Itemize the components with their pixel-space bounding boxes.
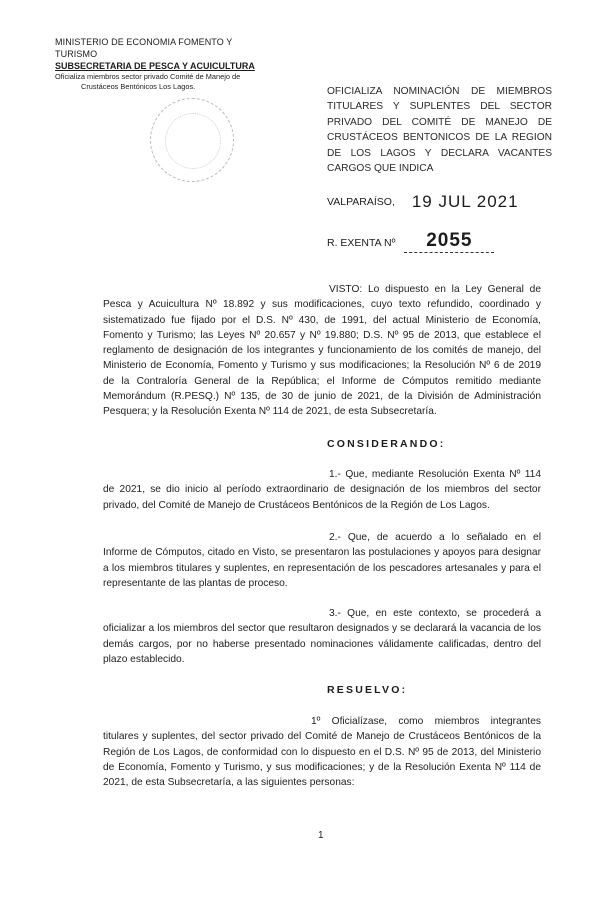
resolution-title: OFICIALIZA NOMINACIÓN DE MIEMBROS TITULARES Y SUPLENTES DEL SECTOR PRIVADO DEL COMITÉ DE MANEJO DE CRUSTÁCEOS BENTONICOS DE LA REGION DE LOS LAGOS Y DECLARA VACANTES CARGOS QUE INDICA: [327, 86, 552, 175]
resuelvo-1: [103, 714, 541, 790]
considerando-3-text: 3.- Que, en este contexto, se procederá a oficializar a los miembros del sector que resultaron designados y se declarará la vacancia de los demás cargos, por no haberse presentado nominaciones válidamente calificadas, dentro del plazo establecido.: [103, 608, 541, 665]
considerando-1: [103, 467, 541, 513]
letterhead: [55, 36, 265, 92]
considerando-2: [103, 530, 541, 591]
subsecretaria-name: SUBSECRETARIA DE PESCA Y ACUICULTURA: [55, 61, 255, 71]
visto-paragraph: [103, 282, 541, 420]
subject-line-1: Oficializa miembros sector privado Comité de Manejo de: [55, 72, 241, 81]
place-label: VALPARAÍSO,: [327, 196, 395, 208]
date-row: [327, 192, 519, 212]
page-number: 1: [318, 830, 324, 841]
considerando-2-text: 2.- Que, de acuerdo a lo señalado en el Informe de Cómputos, citado en Visto, se presentaron las postulaciones y apoyos para designar a los miembros titulares y suplentes, en representación de los pescadores artesanales y para el representante de las plantas de proceso.: [103, 532, 541, 589]
subject-line-2: Crustáceos Bentónicos Los Lagos.: [81, 82, 196, 91]
resolution-label: R. EXENTA Nº: [327, 237, 396, 249]
ministry-name: MINISTERIO DE ECONOMIA FOMENTO Y TURISMO: [55, 37, 233, 59]
considerando-3: [103, 606, 541, 667]
resolution-number-row: [327, 230, 494, 253]
considerando-1-text: 1.- Que, mediante Resolución Exenta Nº 114 de 2021, se dio inicio al período extraordinario de designación de los miembros del sector privado, del Comité de Manejo de Crustáceos Bentónicos de la Región de Los Lagos.: [103, 469, 541, 511]
resuelvo-heading: RESUELVO:: [327, 684, 408, 696]
visto-text: VISTO: Lo dispuesto en la Ley General de Pesca y Acuicultura Nº 18.892 y sus modificaciones, cuyo texto refundido, coordinado y sistematizado fue fijado por el D.S. Nº 430, de 1991, del actual Ministerio de Economía, Fomento y Turismo; las Leyes Nº 20.657 y Nº 19.880; D.S. Nº 95 de 2013, que establece el reglamento de designación de los integrantes y funcionamiento de los comités de manejo, del Ministerio de Economía, Fomento y Turismo y sus modificaciones; la Resolución Nº 6 de 2019 de la Contraloría General de la República; el Informe de Cómputos remitido mediante Memorándum (R.PESQ.) Nº 135, de 30 de junio de 2021, de la División de Administración Pesquera; y la Resolución Exenta Nº 114 de 2021, de esta Subsecretaría.: [103, 284, 541, 418]
office-stamp: [150, 98, 234, 182]
office-stamp-inner: [165, 113, 221, 169]
date-stamp: 19 JUL 2021: [411, 192, 519, 211]
resolution-number: 2055: [404, 230, 494, 253]
considerando-heading: CONSIDERANDO:: [327, 438, 446, 450]
resuelvo-1-text: 1º Oficialízase, como miembros integrantes titulares y suplentes, del sector privado del Comité de Manejo de Crustáceos Bentónicos de la Región de Los Lagos, de conformidad con lo dispuesto en el D.S. Nº 95 de 2013, del Ministerio de Economía, Fomento y Turismo, y sus modificaciones; y de la Resolución Exenta Nº 114 de 2021, de esta Subsecretaría, a las siguientes personas:: [103, 716, 541, 789]
